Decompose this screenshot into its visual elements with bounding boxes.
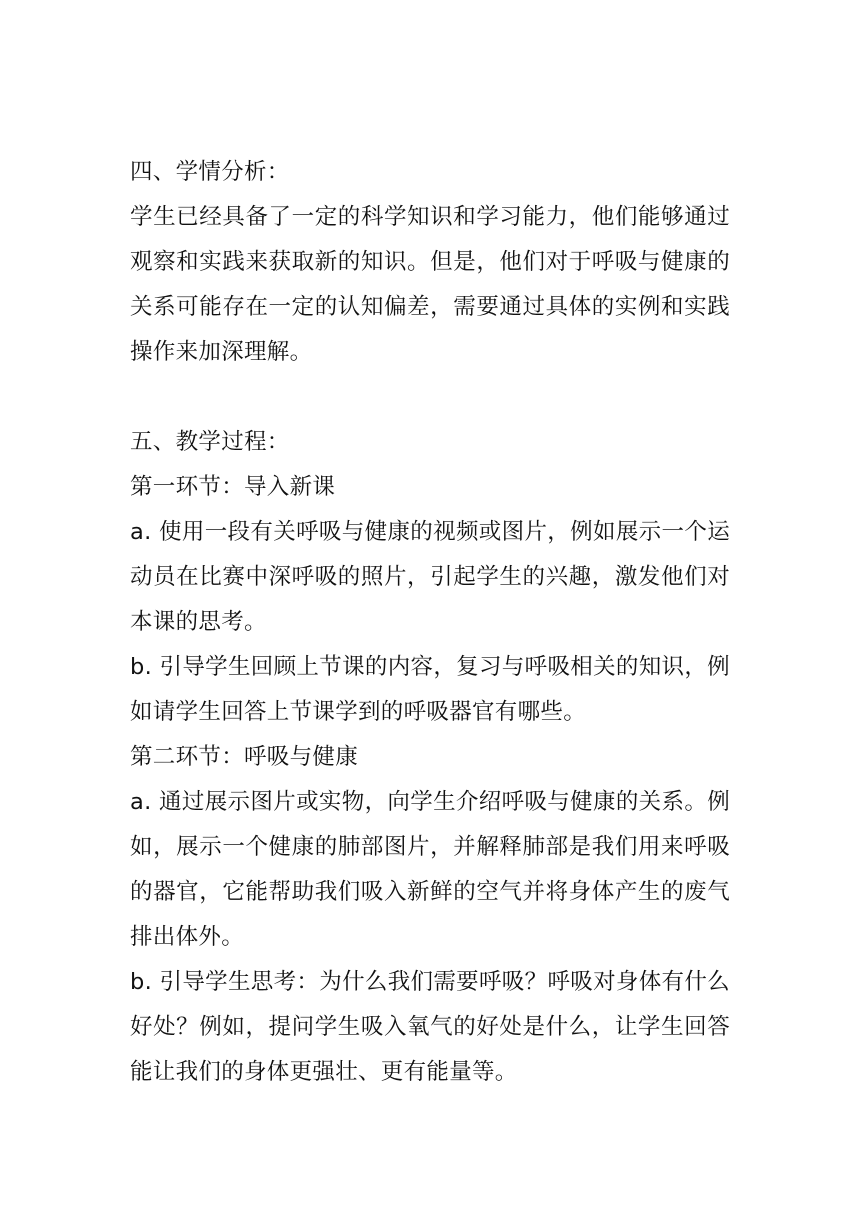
section-4-paragraph-line: 观察和实践来获取新的知识。但是，他们对于呼吸与健康的 bbox=[130, 249, 730, 275]
step-1-item-b-line: b. 引导学生回顾上节课的内容，复习与呼吸相关的知识，例 bbox=[130, 654, 730, 680]
section-5-heading: 五、教学过程： bbox=[130, 429, 290, 455]
step-2-item-a-line: 如，展示一个健康的肺部图片，并解释肺部是我们用来呼吸 bbox=[130, 834, 730, 860]
step-1-item-a-line: 动员在比赛中深呼吸的照片，引起学生的兴趣，激发他们对 bbox=[130, 564, 730, 590]
step-2-title: 第二环节：呼吸与健康 bbox=[130, 744, 359, 770]
step-2-item-b-line: 好处？例如，提问学生吸入氧气的好处是什么，让学生回答 bbox=[130, 1014, 730, 1040]
section-4-paragraph-line: 学生已经具备了一定的科学知识和学习能力，他们能够通过 bbox=[130, 204, 730, 230]
section-4-paragraph-line: 操作来加深理解。 bbox=[130, 339, 313, 365]
step-1-title: 第一环节：导入新课 bbox=[130, 474, 336, 500]
step-2-item-a-line: 排出体外。 bbox=[130, 924, 245, 950]
section-spacer bbox=[130, 375, 730, 420]
step-1-item-a-line: 本课的思考。 bbox=[130, 609, 267, 635]
step-2-item-a-line: a. 通过展示图片或实物，向学生介绍呼吸与健康的关系。例 bbox=[130, 789, 730, 815]
step-2-item-b-line: 能让我们的身体更强壮、更有能量等。 bbox=[130, 1059, 518, 1085]
step-1-item-b-line: 如请学生回答上节课学到的呼吸器官有哪些。 bbox=[130, 699, 587, 725]
document-page bbox=[130, 150, 730, 1095]
section-4-heading: 四、学情分析： bbox=[130, 159, 290, 185]
step-2-item-a-line: 的器官，它能帮助我们吸入新鲜的空气并将身体产生的废气 bbox=[130, 879, 730, 905]
section-4-paragraph-line: 关系可能存在一定的认知偏差，需要通过具体的实例和实践 bbox=[130, 294, 730, 320]
step-1-item-a-line: a. 使用一段有关呼吸与健康的视频或图片，例如展示一个运 bbox=[130, 519, 730, 545]
step-2-item-b-line: b. 引导学生思考：为什么我们需要呼吸？呼吸对身体有什么 bbox=[130, 969, 730, 995]
